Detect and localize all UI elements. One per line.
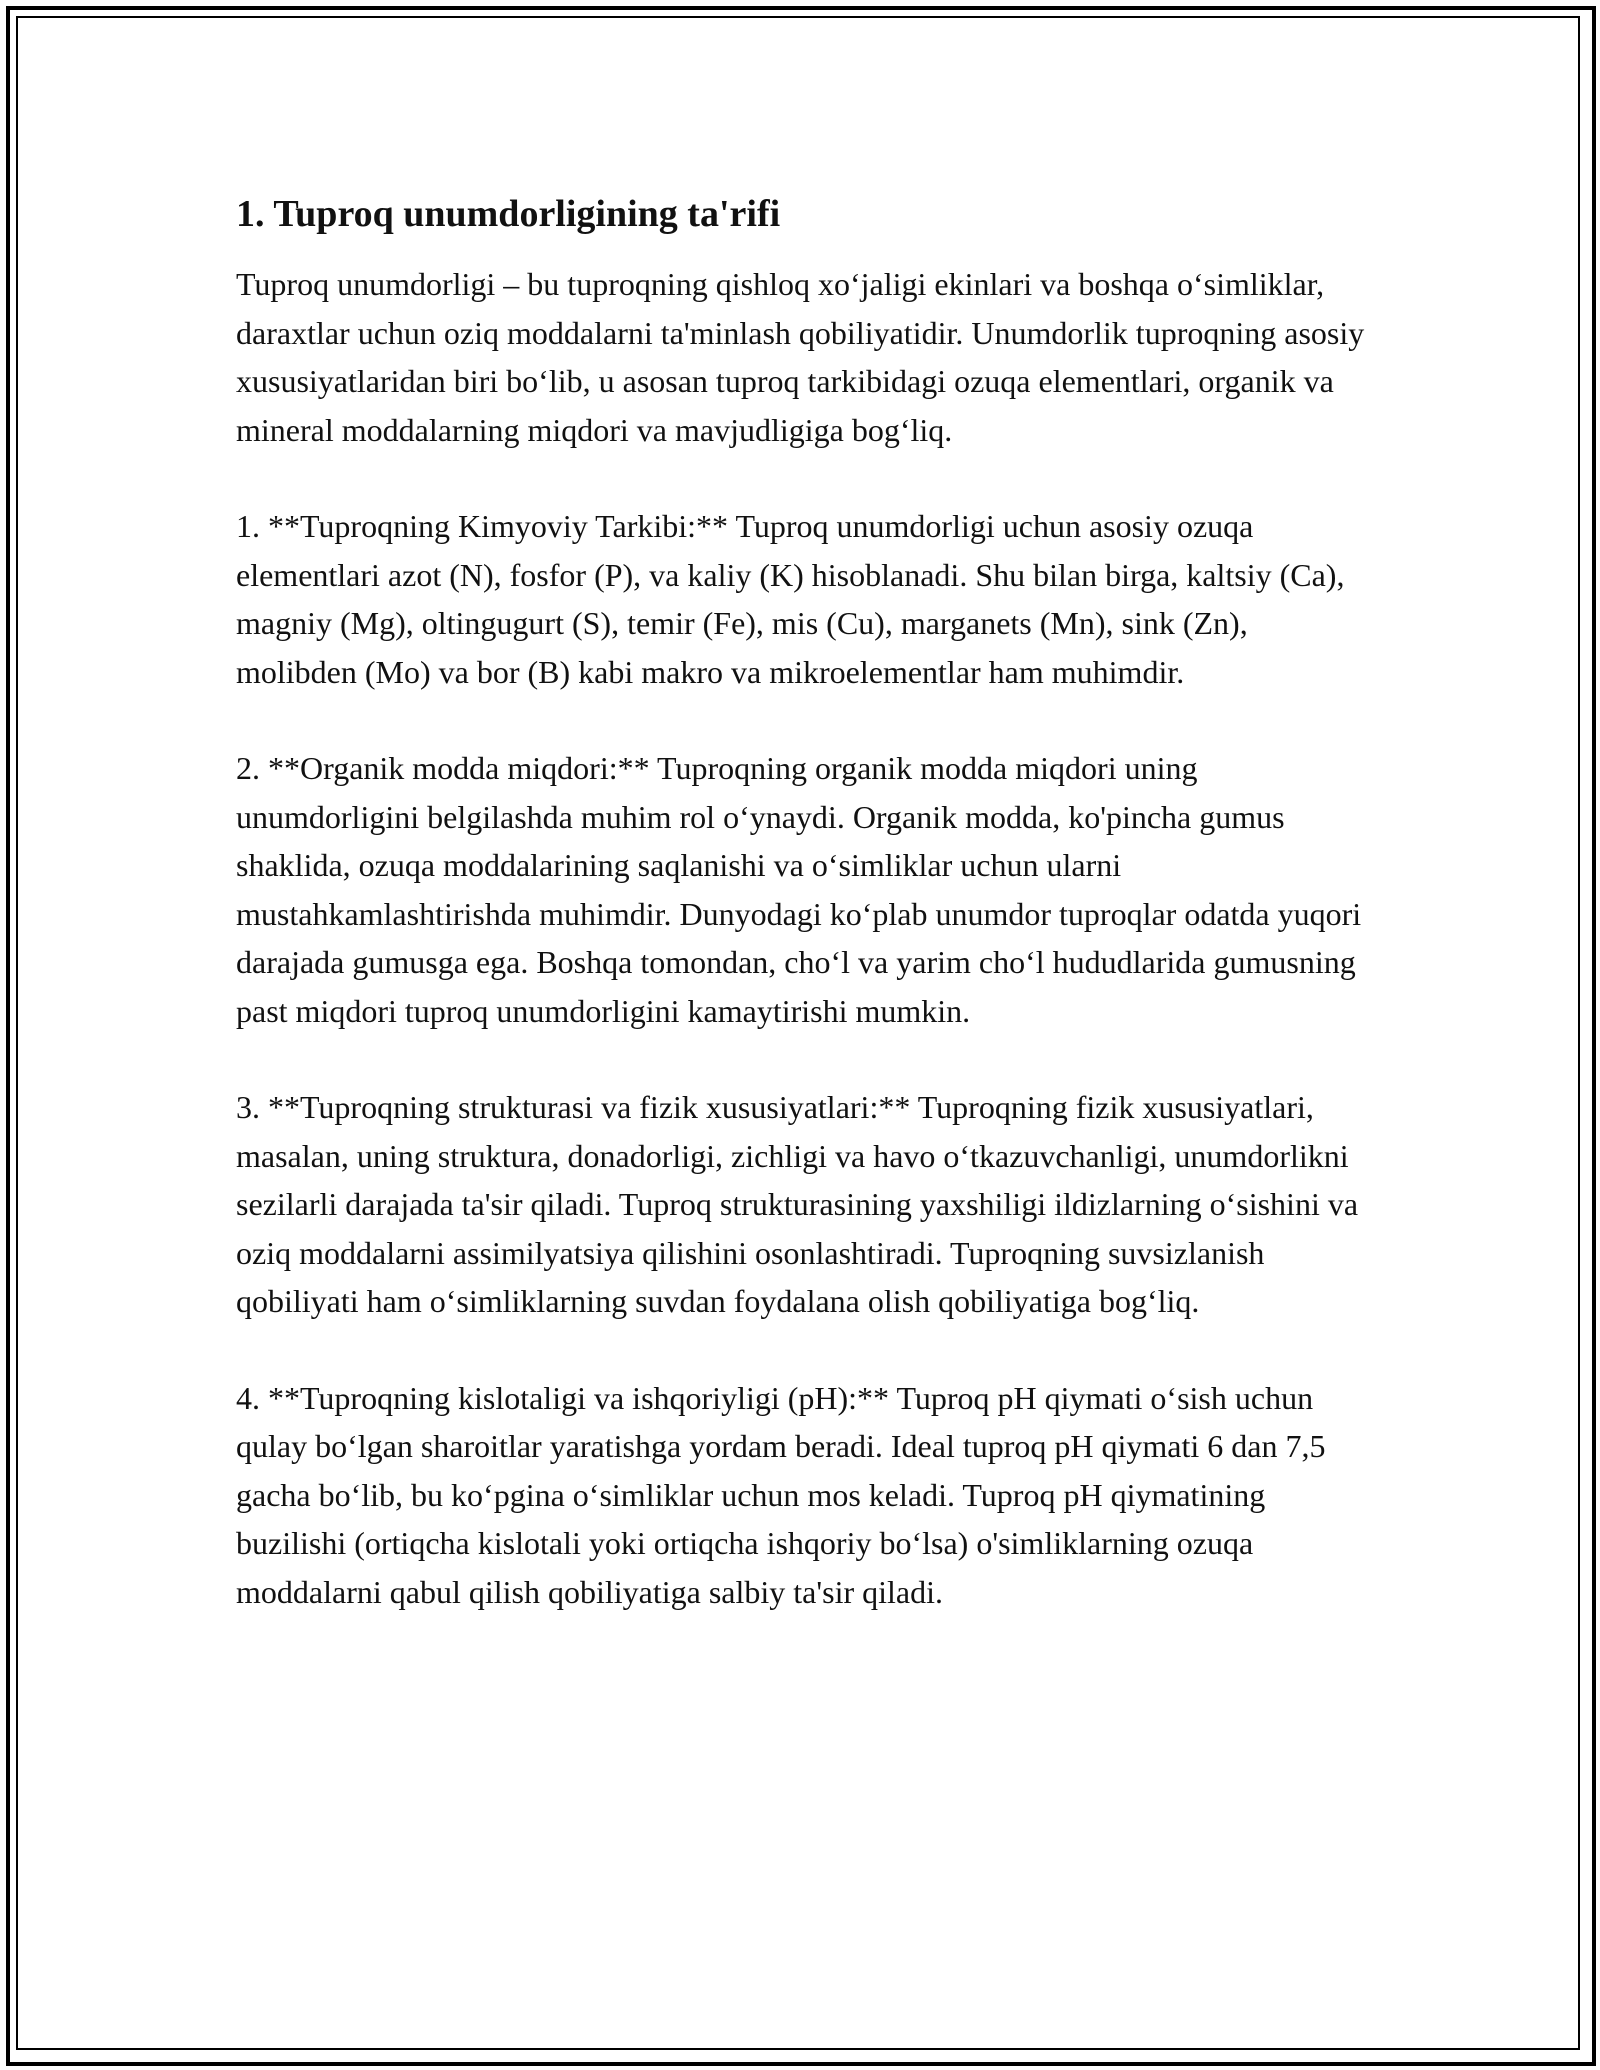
section-chemical-composition: 1. **Tuproqning Kimyoviy Tarkibi:** Tuproq unumdorligi uchun asosiy ozuqa elementlari azot (N), fosfor (P), va kaliy (K) hisoblanadi. Shu bilan birga, kaltsiy (Ca), magniy (Mg), oltingugurt (S), temir (Fe), mis (Cu), marganets (Mn), sink (Zn), molibden (Mo) va bor (B) kabi makro va mikroelementlar ham muhimdir. — [236, 508, 1345, 690]
document-body — [236, 186, 1376, 1616]
section-acidity-alkalinity: 4. **Tuproqning kislotaligi va ishqoriyligi (pH):** Tuproq pH qiymati o‘sish uchun qulay bo‘lgan sharoitlar yaratishga yordam beradi. Ideal tuproq pH qiymati 6 dan 7,5 gacha bo‘lib, bu ko‘pgina o‘simliklar uchun mos keladi. Tuproq pH qiymatining buzilishi (ortiqcha kislotali yoki ortiqcha ishqoriy bo‘lsa) o'simliklarning ozuqa moddalarni qabul qilish qobiliyatiga salbiy ta'sir qiladi. — [236, 1379, 1326, 1610]
section-organic-matter: 2. **Organik modda miqdori:** Tuproqning organik modda miqdori uning unumdorligini belgilashda muhim rol o‘ynaydi. Organik modda, ko'pincha gumus shaklida, ozuqa moddalarining saqlanishi va o‘simliklar uchun ularni mustahkamlashtirishda muhimdir. Dunyodagi ko‘plab unumdor tuproqlar odatda yuqori darajada gumusga ega. Boshqa tomondan, cho‘l va yarim cho‘l hududlarida gumusning past miqdori tuproq unumdorligini kamaytirishi mumkin. — [236, 750, 1362, 1029]
intro-paragraph: Tuproq unumdorligi – bu tuproqning qishloq xo‘jaligi ekinlari va boshqa o‘simliklar, daraxtlar uchun oziq moddalarni ta'minlash qobiliyatidir. Unumdorlik tuproqning asosiy xususiyatlaridan biri bo‘lib, u asosan tuproq tarkibidagi ozuqa elementlari, organik va mineral moddalarning miqdori va mavjudligiga bog‘liq. — [236, 266, 1365, 448]
document-title: 1. Tuproq unumdorligining ta'rifi — [236, 193, 781, 235]
section-structure-physical-properties: 3. **Tuproqning strukturasi va fizik xususiyatlari:** Tuproqning fizik xususiyatlari, masalan, uning struktura, donadorligi, zichligi va havo o‘tkazuvchanligi, unumdorlikni sezilarli darajada ta'sir qiladi. Tuproq strukturasining yaxshiligi ildizlarning o‘sishini va oziq moddalarni assimilyatsiya qilishini osonlashtiradi. Tuproqning suvsizlanish qobiliyati ham o‘simliklarning suvdan foydalana olish qobiliyatiga bog‘liq. — [236, 1089, 1359, 1319]
